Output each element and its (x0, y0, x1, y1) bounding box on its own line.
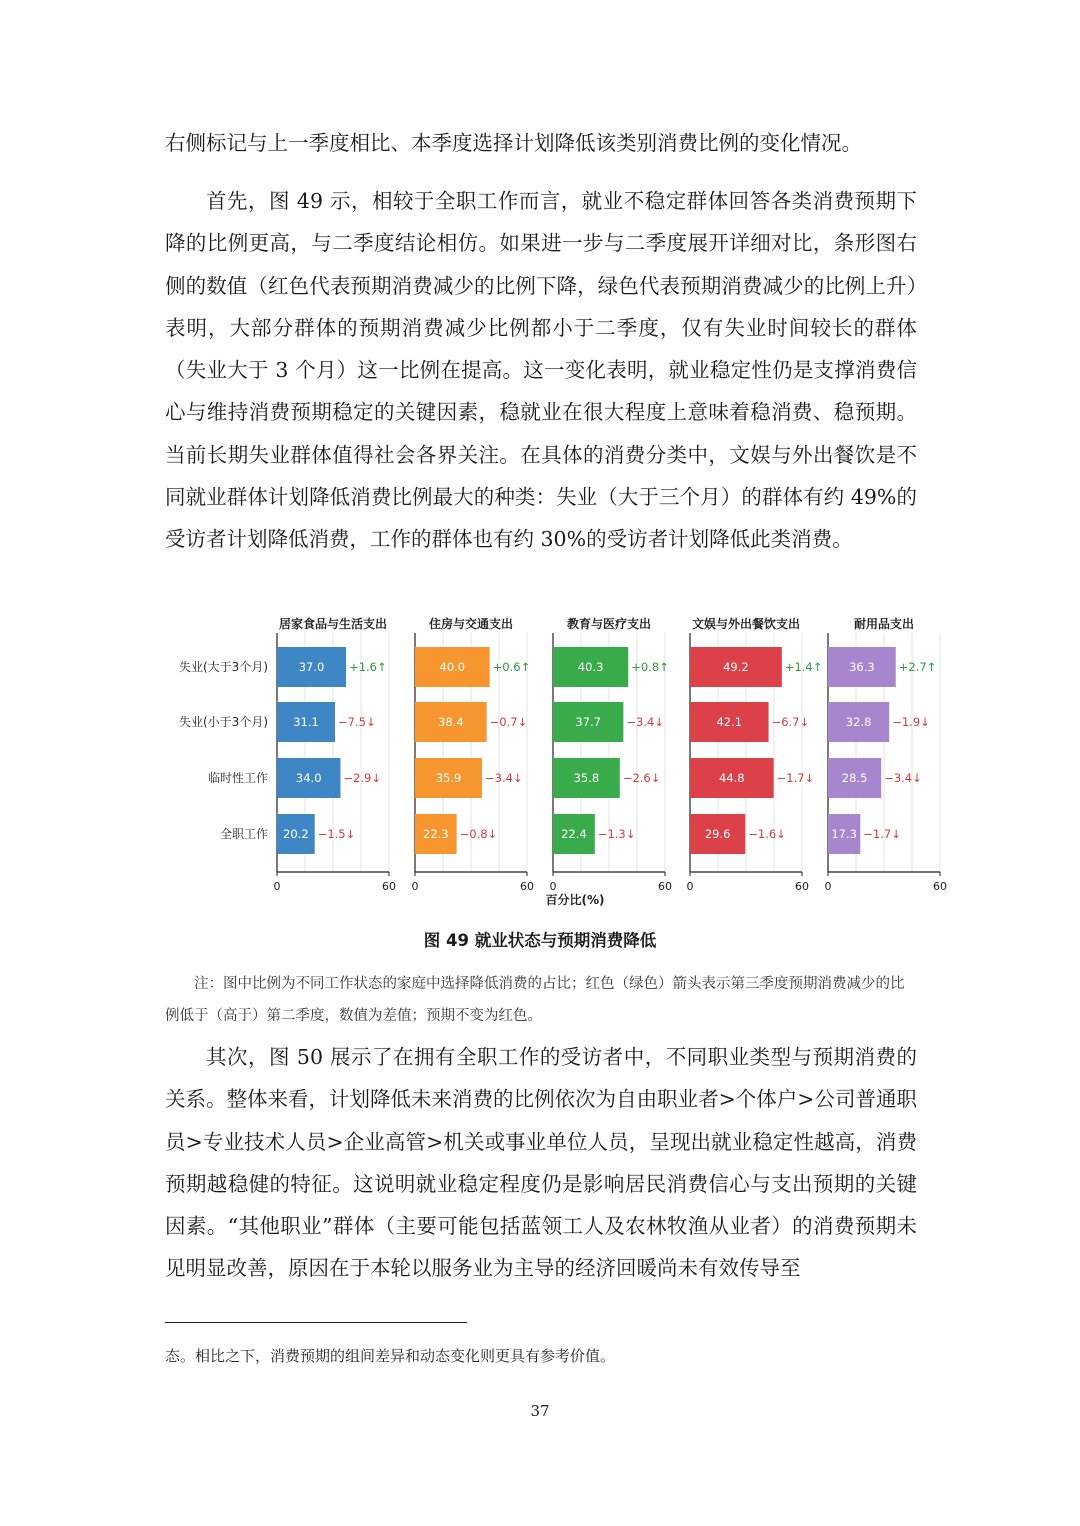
x-tick-label: 60 (658, 880, 672, 893)
figure-caption: 图 49 就业状态与预期消费降低 (423, 931, 657, 950)
x-tick-label: 0 (273, 880, 281, 893)
paragraph-2: 首先，图 49 示，相较于全职工作而言，就业不稳定群体回答各类消费预期下降的比例更高，与二季度结论相仿。如果进一步与二季度展开详细对比，条形图右侧的数值（红色代表预期消费减少的比例下降，绿色代表预期消费减少的比例上升）表明，大部分群体的预期消费减少比例都小于二季度，仅有失业时间较长的群体（失业大于 3 个月）这一比例在提高。这一变化表明，就业稳定性仍是支撑消费信心与维持消费预期稳定的关键因素，稳就业在很大程度上意味着稳消费、稳预期。当前长期失业群体值得社会各界关注。在具体的消费分类中，文娱与外出餐饮是不同就业群体计划降低消费比例最大的种类：失业（大于三个月）的群体有约 49%的受访者计划降低消费，工作的群体也有约 30%的受访者计划降低此类消费。 (165, 189, 917, 552)
change-label: −6.7↓ (771, 715, 810, 729)
panel-title: 耐用品支出 (853, 617, 915, 631)
footnote: 态。相比之下，消费预期的组间差异和动态变化则更具有参考价值。 (165, 1347, 616, 1365)
x-tick-label: 60 (933, 880, 947, 893)
change-label: +0.6↑ (492, 660, 531, 674)
change-label: −2.6↓ (622, 771, 661, 785)
bar-value-label: 29.6 (704, 827, 731, 841)
figure-49-chart (160, 605, 960, 915)
x-axis-label: 百分比(%) (545, 893, 605, 907)
change-label: −3.4↓ (626, 715, 664, 729)
category-label: 全职工作 (219, 827, 268, 841)
change-label: −2.9↓ (343, 771, 382, 785)
category-label: 失业(大于3个月) (179, 660, 268, 674)
change-label: +1.6↑ (349, 660, 387, 674)
bar-value-label: 34.0 (295, 771, 322, 785)
category-label: 临时性工作 (207, 771, 268, 785)
change-label: −1.3↓ (597, 827, 636, 841)
figure-note: 注：图中比例为不同工作状态的家庭中选择降低消费的占比；红色（绿色）箭头表示第三季度预期消费减少的比例低于（高于）第二季度，数值为差值；预期不变为红色。 (165, 976, 905, 1024)
paragraph-3: 其次，图 50 展示了在拥有全职工作的受访者中，不同职业类型与预期消费的关系。整体来看，计划降低未来消费的比例依次为自由职业者>个体户>公司普通职员>专业技术人员>企业高管>机关或事业单位人员，呈现出就业稳定性越高，消费预期越稳健的特征。这说明就业稳定程度仍是影响居民消费信心与支出预期的关键因素。“其他职业”群体（主要可能包括蓝领工人及农林牧渔从业者）的消费预期未见明显改善，原因在于本轮以服务业为主导的经济回暖尚未有效传导至 (165, 1045, 917, 1281)
paragraph-1: 右侧标记与上一季度相比、本季度选择计划降低该类别消费比例的变化情况。 (165, 131, 862, 155)
change-label: −0.8↓ (459, 827, 498, 841)
footnote-rule (165, 1322, 467, 1323)
change-label: +2.7↑ (898, 660, 937, 674)
bar-value-label: 36.3 (849, 660, 875, 674)
bar-value-label: 35.9 (435, 771, 462, 785)
panel-title: 教育与医疗支出 (566, 617, 652, 631)
change-label: +1.4↑ (784, 660, 823, 674)
change-label: −3.4↓ (485, 771, 523, 785)
bar-value-label: 42.1 (716, 715, 743, 729)
change-label: −1.7↓ (863, 827, 901, 841)
panel-title: 文娱与外出餐饮支出 (691, 617, 801, 631)
change-label: −1.9↓ (892, 715, 930, 729)
change-label: −1.5↓ (317, 827, 356, 841)
bar-value-label: 44.8 (719, 771, 745, 785)
bar-value-label: 37.7 (575, 715, 601, 729)
x-tick-label: 60 (795, 880, 809, 893)
category-label: 失业(小于3个月) (179, 715, 268, 729)
page-number: 37 (530, 1402, 550, 1420)
panel-title: 居家食品与生活支出 (278, 617, 388, 631)
bar-value-label: 35.8 (573, 771, 600, 785)
change-label: −3.4↓ (884, 771, 922, 785)
x-tick-label: 0 (686, 880, 694, 893)
x-tick-label: 0 (824, 880, 832, 893)
bar-value-label: 20.2 (283, 827, 309, 841)
bar-value-label: 28.5 (841, 771, 868, 785)
bar-value-label: 31.1 (293, 715, 319, 729)
change-label: −1.6↓ (748, 827, 786, 841)
panel-title: 住房与交通支出 (428, 617, 514, 631)
change-label: −1.7↓ (776, 771, 815, 785)
x-tick-label: 0 (411, 880, 419, 893)
x-tick-label: 60 (382, 880, 396, 893)
x-tick-label: 60 (520, 880, 534, 893)
bar-value-label: 40.3 (577, 660, 604, 674)
bar-value-label: 40.0 (439, 660, 466, 674)
change-label: −7.5↓ (338, 715, 376, 729)
bar-value-label: 37.0 (298, 660, 325, 674)
bar-value-label: 17.3 (831, 827, 857, 841)
bar-value-label: 49.2 (723, 660, 749, 674)
x-tick-label: 0 (549, 880, 557, 893)
change-label: +0.8↑ (631, 660, 669, 674)
bar-value-label: 22.3 (423, 827, 449, 841)
bar-value-label: 32.8 (845, 715, 872, 729)
bar-value-label: 22.4 (561, 827, 587, 841)
bar-value-label: 38.4 (438, 715, 464, 729)
change-label: −0.7↓ (489, 715, 528, 729)
